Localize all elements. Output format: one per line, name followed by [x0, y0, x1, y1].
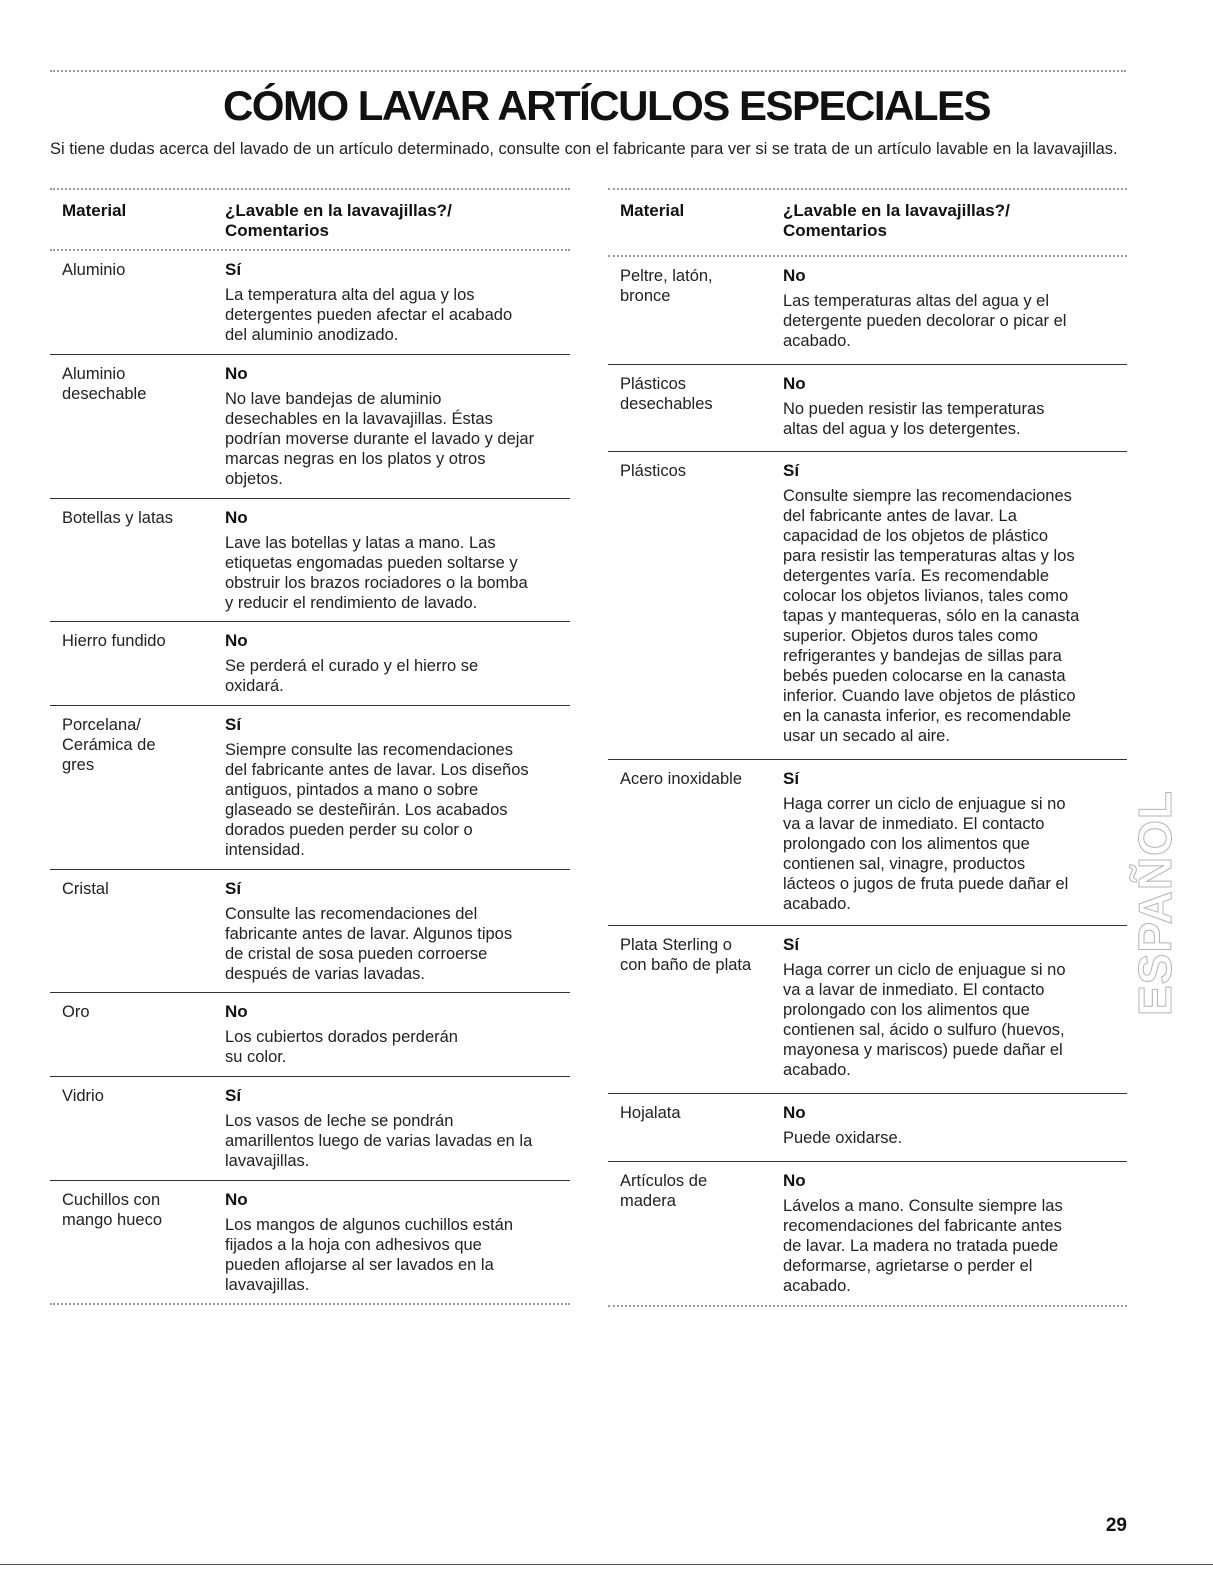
row-verdict: No	[225, 1002, 248, 1021]
table-row	[608, 365, 1127, 452]
row-comment: Haga correr un ciclo de enjuague si no va a lavar de inmediato. El contacto prolongado con los alimentos que contienen sal, vinagre, productos lácteos o jugos de fruta puede dañar el acabado.	[783, 795, 1069, 913]
top-divider	[50, 70, 1126, 72]
row-comment: Consulte las recomendaciones del fabricante antes de lavar. Algunos tipos de cristal de sosa pueden corroerse después de varias lavadas.	[225, 905, 513, 983]
table-row	[50, 1181, 570, 1305]
table-row	[50, 355, 570, 499]
row-material: Vidrio	[62, 1087, 104, 1105]
table-row	[50, 1077, 570, 1181]
table-row	[50, 993, 570, 1077]
row-material: Cristal	[62, 880, 109, 898]
row-verdict: Sí	[225, 1086, 242, 1105]
row-comment: Los cubiertos dorados perderán su color.	[225, 1028, 458, 1066]
row-material: Aluminio	[62, 261, 126, 279]
header-comment: ¿Lavable en la lavavajillas?/ Comentarios	[783, 201, 1010, 240]
row-verdict: Sí	[783, 935, 800, 954]
row-verdict: No	[783, 374, 806, 393]
row-material: Porcelana/ Cerámica de gres	[62, 716, 156, 774]
row-comment: Siempre consulte las recomendaciones del fabricante antes de lavar. Los diseños antiguos, pintados a mano o sobre glaseado se desteñirán. Los acabados dorados pueden perder su color o intensidad.	[225, 741, 529, 859]
row-material: Hojalata	[620, 1104, 681, 1122]
row-material: Acero inoxidable	[620, 770, 742, 788]
row-verdict: No	[225, 1190, 248, 1209]
table-header	[608, 188, 1127, 257]
row-comment: No lave bandejas de aluminio desechables en la lavavajillas. Éstas podrían moverse durante el lavado y dejar marcas negras en los platos y otros objetos.	[225, 390, 535, 488]
row-verdict: Sí	[225, 715, 242, 734]
row-material: Oro	[62, 1003, 90, 1021]
bottom-divider	[0, 1564, 1213, 1565]
row-verdict: No	[225, 508, 248, 527]
row-verdict: Sí	[783, 769, 800, 788]
row-comment: Haga correr un ciclo de enjuague si no va a lavar de inmediato. El contacto prolongado con los alimentos que contienen sal, ácido o sulfuro (huevos, mayonesa y mariscos) puede dañar el acabado.	[783, 961, 1066, 1079]
table-row	[50, 499, 570, 622]
row-comment: Los mangos de algunos cuchillos están fijados a la hoja con adhesivos que pueden aflojarse al ser lavados en la lavavajillas.	[225, 1216, 514, 1294]
table-row	[50, 706, 570, 870]
row-verdict: No	[225, 364, 248, 383]
row-verdict: No	[783, 266, 806, 285]
header-material: Material	[620, 201, 685, 220]
header-comment: ¿Lavable en la lavavajillas?/ Comentarios	[225, 201, 452, 240]
table-row	[608, 760, 1127, 926]
row-comment: Los vasos de leche se pondrán amarillentos luego de varias lavadas en la lavavajillas.	[225, 1112, 533, 1170]
page-number: 29	[1105, 1515, 1127, 1536]
page-title: CÓMO LAVAR ARTÍCULOS ESPECIALES	[222, 82, 991, 129]
row-comment: Lave las botellas y latas a mano. Las etiquetas engomadas pueden soltarse y obstruir los brazos rociadores o la bomba y reducir el rendimiento de lavado.	[225, 534, 528, 612]
table-row	[50, 622, 570, 706]
row-material: Aluminio desechable	[62, 365, 147, 403]
row-comment: Puede oxidarse.	[783, 1129, 903, 1147]
language-side-tab: ESPAÑOL	[1129, 790, 1181, 1016]
table-row	[608, 1094, 1127, 1162]
table-row	[608, 926, 1127, 1094]
table-row	[50, 870, 570, 993]
row-comment: Se perderá el curado y el hierro se oxidará.	[225, 657, 479, 695]
row-verdict: Sí	[225, 260, 242, 279]
row-comment: Lávelos a mano. Consulte siempre las recomendaciones del fabricante antes de lavar. La madera no tratada puede deformarse, agrietarse o perder el acabado.	[783, 1197, 1063, 1295]
row-verdict: No	[225, 631, 248, 650]
right-table	[608, 188, 1127, 1307]
table-row	[608, 1162, 1127, 1307]
row-comment: Las temperaturas altas del agua y el detergente pueden decolorar o picar el acabado.	[783, 292, 1067, 350]
row-verdict: Sí	[225, 879, 242, 898]
row-material: Hierro fundido	[62, 632, 166, 650]
table-row	[50, 251, 570, 355]
intro-paragraph: Si tiene dudas acerca del lavado de un artículo determinado, consulte con el fabricante para ver si se trata de un artículo lavable en la lavavajillas.	[50, 140, 1118, 158]
row-material: Plásticos desechables	[620, 375, 713, 413]
row-material: Artículos de madera	[620, 1172, 708, 1210]
row-verdict: Sí	[783, 461, 800, 480]
row-verdict: No	[783, 1171, 806, 1190]
row-material: Cuchillos con mango hueco	[62, 1191, 162, 1229]
row-comment: No pueden resistir las temperaturas altas del agua y los detergentes.	[783, 400, 1045, 438]
table-row	[608, 452, 1127, 760]
row-material: Peltre, latón, bronce	[620, 267, 713, 305]
row-comment: La temperatura alta del agua y los detergentes pueden afectar el acabado del aluminio anodizado.	[225, 286, 513, 344]
row-verdict: No	[783, 1103, 806, 1122]
header-material: Material	[62, 201, 127, 220]
row-material: Botellas y latas	[62, 509, 173, 527]
row-material: Plata Sterling o con baño de plata	[620, 936, 752, 974]
table-row	[608, 257, 1127, 365]
table-header	[50, 188, 570, 251]
row-comment: Consulte siempre las recomendaciones del fabricante antes de lavar. La capacidad de los objetos de plástico para resistir las temperaturas altas y los detergentes varía. Es recomendable colocar los objetos livianos, tales como tapas y mantequeras, sólo en la canasta superior. Objetos duros tales como refrigerantes y bandejas de sillas para bebés pueden colocarse en la canasta inferior. Cuando lave objetos de plástico en la canasta inferior, es recomendable usar un secado al aire.	[783, 487, 1080, 745]
row-material: Plásticos	[620, 462, 687, 480]
left-table	[50, 188, 570, 1305]
